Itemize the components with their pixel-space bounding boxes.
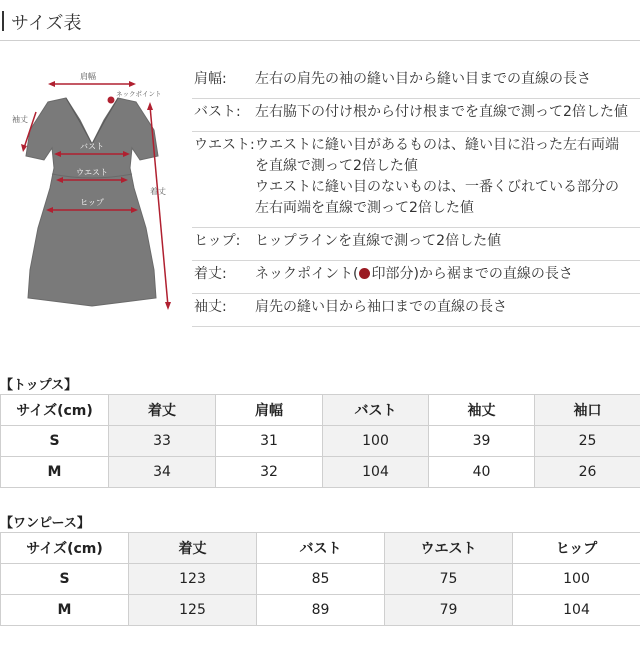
label-sleeve: 袖丈 <box>12 115 28 124</box>
definition-text-part: ネックポイント( <box>255 266 359 282</box>
table-cell: 25 <box>535 426 640 457</box>
definition-length <box>192 261 640 294</box>
definition-term: 袖丈: <box>194 299 227 315</box>
column-header: サイズ(cm) <box>1 395 109 426</box>
sleeve-arrow-head <box>21 144 27 152</box>
table-cell: 40 <box>429 457 535 488</box>
definition-text: を直線で測って2倍した値 <box>255 158 418 174</box>
length-arrow-head-top <box>147 102 153 110</box>
page-title: サイズ表 <box>11 13 82 34</box>
label-length: 着丈 <box>150 187 166 196</box>
table-cell: 123 <box>129 564 257 595</box>
definition-text <box>255 264 640 285</box>
dress-illustration <box>0 60 180 320</box>
table-cell: S <box>1 564 129 595</box>
tops-section-label: 【トップス】 <box>0 378 78 393</box>
definition-text: ヒップラインを直線で測って2倍した値 <box>255 233 502 249</box>
column-header: ウエスト <box>385 533 513 564</box>
neck-point-marker <box>108 97 115 104</box>
definition-term: バスト: <box>194 104 241 120</box>
table-cell: 125 <box>129 595 257 626</box>
table-cell: 26 <box>535 457 640 488</box>
table-row <box>1 564 640 595</box>
table-cell: 89 <box>257 595 385 626</box>
column-header: ヒップ <box>513 533 640 564</box>
definition-waist <box>192 132 640 228</box>
shoulder-arrow-head-left <box>48 81 55 87</box>
table-cell: 100 <box>323 426 429 457</box>
definition-text-part: 印部分)から裾までの直線の長さ <box>371 266 573 282</box>
column-header: バスト <box>323 395 429 426</box>
definition-text: ウエストに縫い目のないものは、一番くびれている部分の <box>255 179 619 195</box>
column-header: 肩幅 <box>216 395 323 426</box>
onepiece-section-label: 【ワンピース】 <box>0 516 90 531</box>
definition-term: ヒップ: <box>194 233 241 249</box>
length-arrow-head-bottom <box>165 302 171 310</box>
table-cell: 79 <box>385 595 513 626</box>
definition-text: 左右両端を直線で測って2倍した値 <box>255 200 474 216</box>
dress-diagram <box>0 60 180 320</box>
table-cell: 32 <box>216 457 323 488</box>
table-cell: 39 <box>429 426 535 457</box>
header-divider <box>0 40 640 41</box>
label-hip: ヒップ <box>80 198 104 207</box>
table-cell: 104 <box>513 595 640 626</box>
table-cell: 75 <box>385 564 513 595</box>
column-header: バスト <box>257 533 385 564</box>
table-cell: M <box>1 457 109 488</box>
column-header: サイズ(cm) <box>1 533 129 564</box>
column-header: 着丈 <box>109 395 216 426</box>
label-neck-point: ネックポイント <box>116 90 162 98</box>
definition-term: ウエスト: <box>194 137 255 153</box>
table-row <box>1 457 640 488</box>
table-header-row <box>1 533 640 564</box>
definition-bust <box>192 99 640 132</box>
column-header: 袖丈 <box>429 395 535 426</box>
onepiece-size-table <box>0 532 640 626</box>
title-bar-accent <box>2 11 4 31</box>
column-header: 袖口 <box>535 395 640 426</box>
definition-text: 左右脇下の付け根から付け根までを直線で測って2倍した値 <box>255 104 628 120</box>
label-bust: バスト <box>80 142 104 151</box>
table-cell: M <box>1 595 129 626</box>
table-row <box>1 426 640 457</box>
shoulder-arrow-head-right <box>129 81 136 87</box>
definition-sleeve <box>192 294 640 327</box>
definition-text: ウエストに縫い目があるものは、縫い目に沿った左右両端 <box>255 137 619 153</box>
page-header <box>0 0 640 40</box>
label-waist: ウエスト <box>76 168 108 177</box>
definition-hip <box>192 228 640 261</box>
table-cell: 34 <box>109 457 216 488</box>
definition-text: 左右の肩先の袖の縫い目から縫い目までの直線の長さ <box>255 71 591 87</box>
definition-shoulder <box>192 66 640 99</box>
table-cell: 100 <box>513 564 640 595</box>
table-cell: 31 <box>216 426 323 457</box>
table-cell: 33 <box>109 426 216 457</box>
table-cell: 104 <box>323 457 429 488</box>
table-cell: 85 <box>257 564 385 595</box>
label-shoulder: 肩幅 <box>80 72 96 81</box>
measurement-definitions <box>192 66 640 327</box>
table-header-row <box>1 395 640 426</box>
neck-point-dot-icon <box>359 268 370 279</box>
column-header: 着丈 <box>129 533 257 564</box>
tops-size-table <box>0 394 640 488</box>
definition-term: 肩幅: <box>194 71 227 87</box>
definition-term: 着丈: <box>194 266 227 282</box>
definition-text: 肩先の縫い目から袖口までの直線の長さ <box>255 299 507 315</box>
table-cell: S <box>1 426 109 457</box>
table-row <box>1 595 640 626</box>
